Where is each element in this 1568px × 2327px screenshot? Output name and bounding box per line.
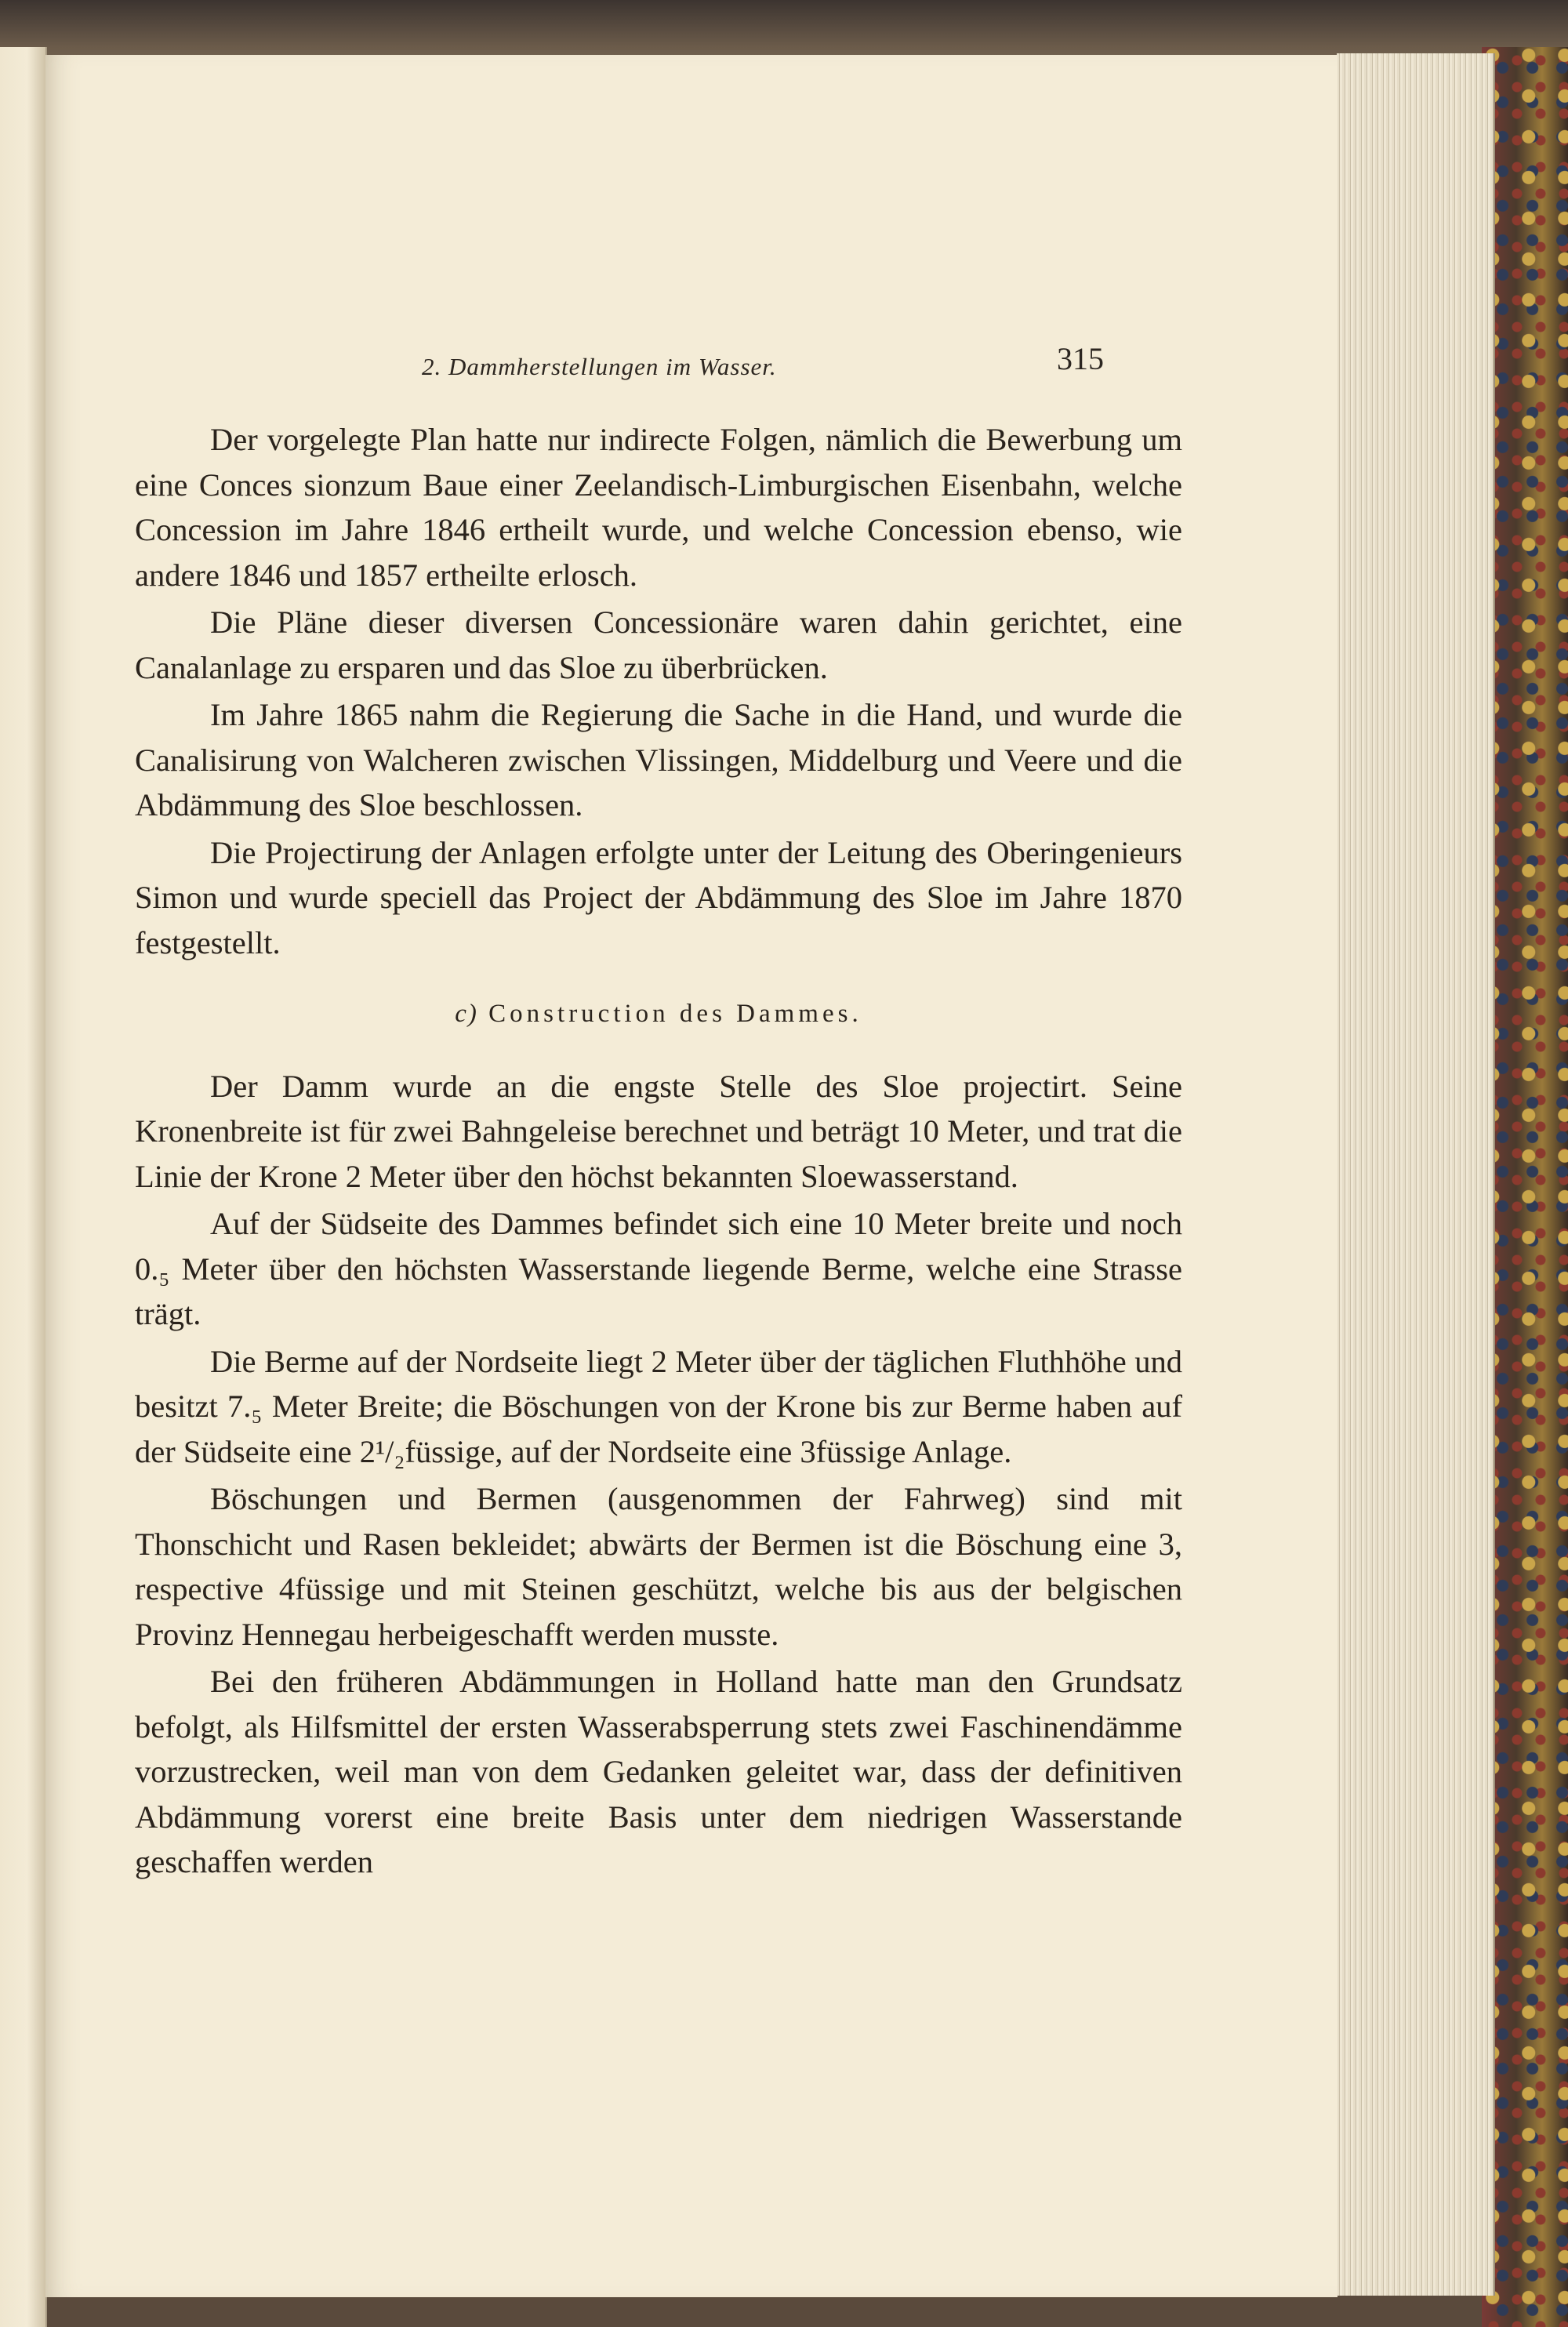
section-title: Construction des Dammes. bbox=[488, 1000, 862, 1028]
left-page-strip bbox=[0, 47, 47, 2327]
paragraph: Die Pläne dieser diversen Concessionäre waren dahin gerichtet, eine Canalanlage zu ersparen und das Sloe zu überbrücken. bbox=[135, 604, 1182, 685]
page-number: 315 bbox=[1057, 341, 1104, 376]
book-page bbox=[45, 55, 1338, 2297]
running-head: 2. Dammherstellungen im Wasser. bbox=[422, 353, 777, 380]
paragraph: Im Jahre 1865 nahm die Regierung die Sache in die Hand, und wurde die Canalisirung von Walcheren zwischen Vlissingen, Middelburg und Veere und die Abdämmung des Sloe beschlossen. bbox=[135, 697, 1182, 822]
paragraph: Bei den früheren Abdämmungen in Holland hatte man den Grundsatz befolgt, als Hilfsmittel der ersten Wasserabsperrung stets zwei Faschinendämme vorzustrecken, weil man von dem Gedanken geleitet war, dass der definitiven Abdämmung vorerst eine breite Basis unter dem niedrigen Wasserstande geschaffen werden bbox=[135, 1664, 1182, 1879]
paragraph: Auf der Südseite des Dammes befindet sich eine 10 Meter breite und noch 0.₅ Meter über den höchsten Wasserstande liegende Berme, welche eine Strasse trägt. bbox=[135, 1206, 1182, 1331]
paragraph: Der vorgelegte Plan hatte nur indirecte Folgen, nämlich die Bewerbung um eine Conces sionzum Baue einer Zeelandisch-Limburgischen Eisenbahn, welche Concession im Jahre 1846 ertheilt wurde, und welche Concession ebenso, wie andere 1846 und 1857 ertheilte erlosch. bbox=[135, 422, 1182, 593]
paragraph: Der Damm wurde an die engste Stelle des Sloe projectirt. Seine Kronenbreite ist für zwei Bahngeleise berechnet und beträgt 10 Meter, und trat die Linie der Krone 2 Meter über den höchst bekannten Sloewasserstand. bbox=[135, 1068, 1182, 1194]
section-heading bbox=[135, 992, 1182, 1037]
paragraph: Die Projectirung der Anlagen erfolgte unter der Leitung des Oberingenieurs Simon und wurde speciell das Project der Abdämmung des Sloe im Jahre 1870 festgestellt. bbox=[135, 834, 1182, 960]
page-header bbox=[422, 290, 1190, 384]
body-text bbox=[135, 417, 1182, 1885]
page-edges bbox=[1337, 53, 1495, 2296]
paragraph: Die Berme auf der Nordseite liegt 2 Meter über der täglichen Fluthhöhe und besitzt 7.₅ Meter Breite; die Böschungen von der Krone bis zur Berme haben auf der Südseite eine 2¹/₂füssige, auf der Nordseite eine 3füssige Anlage. bbox=[135, 1343, 1182, 1469]
section-label: c) bbox=[455, 1000, 478, 1028]
paragraph: Böschungen und Bermen (ausgenommen der Fahrweg) sind mit Thonschicht und Rasen bekleidet; abwärts der Bermen ist die Böschung eine 3, respective 4füssige und mit Steinen geschützt, welche bis aus der belgischen Provinz Hennegau herbeigeschafft werden musste. bbox=[135, 1481, 1182, 1652]
